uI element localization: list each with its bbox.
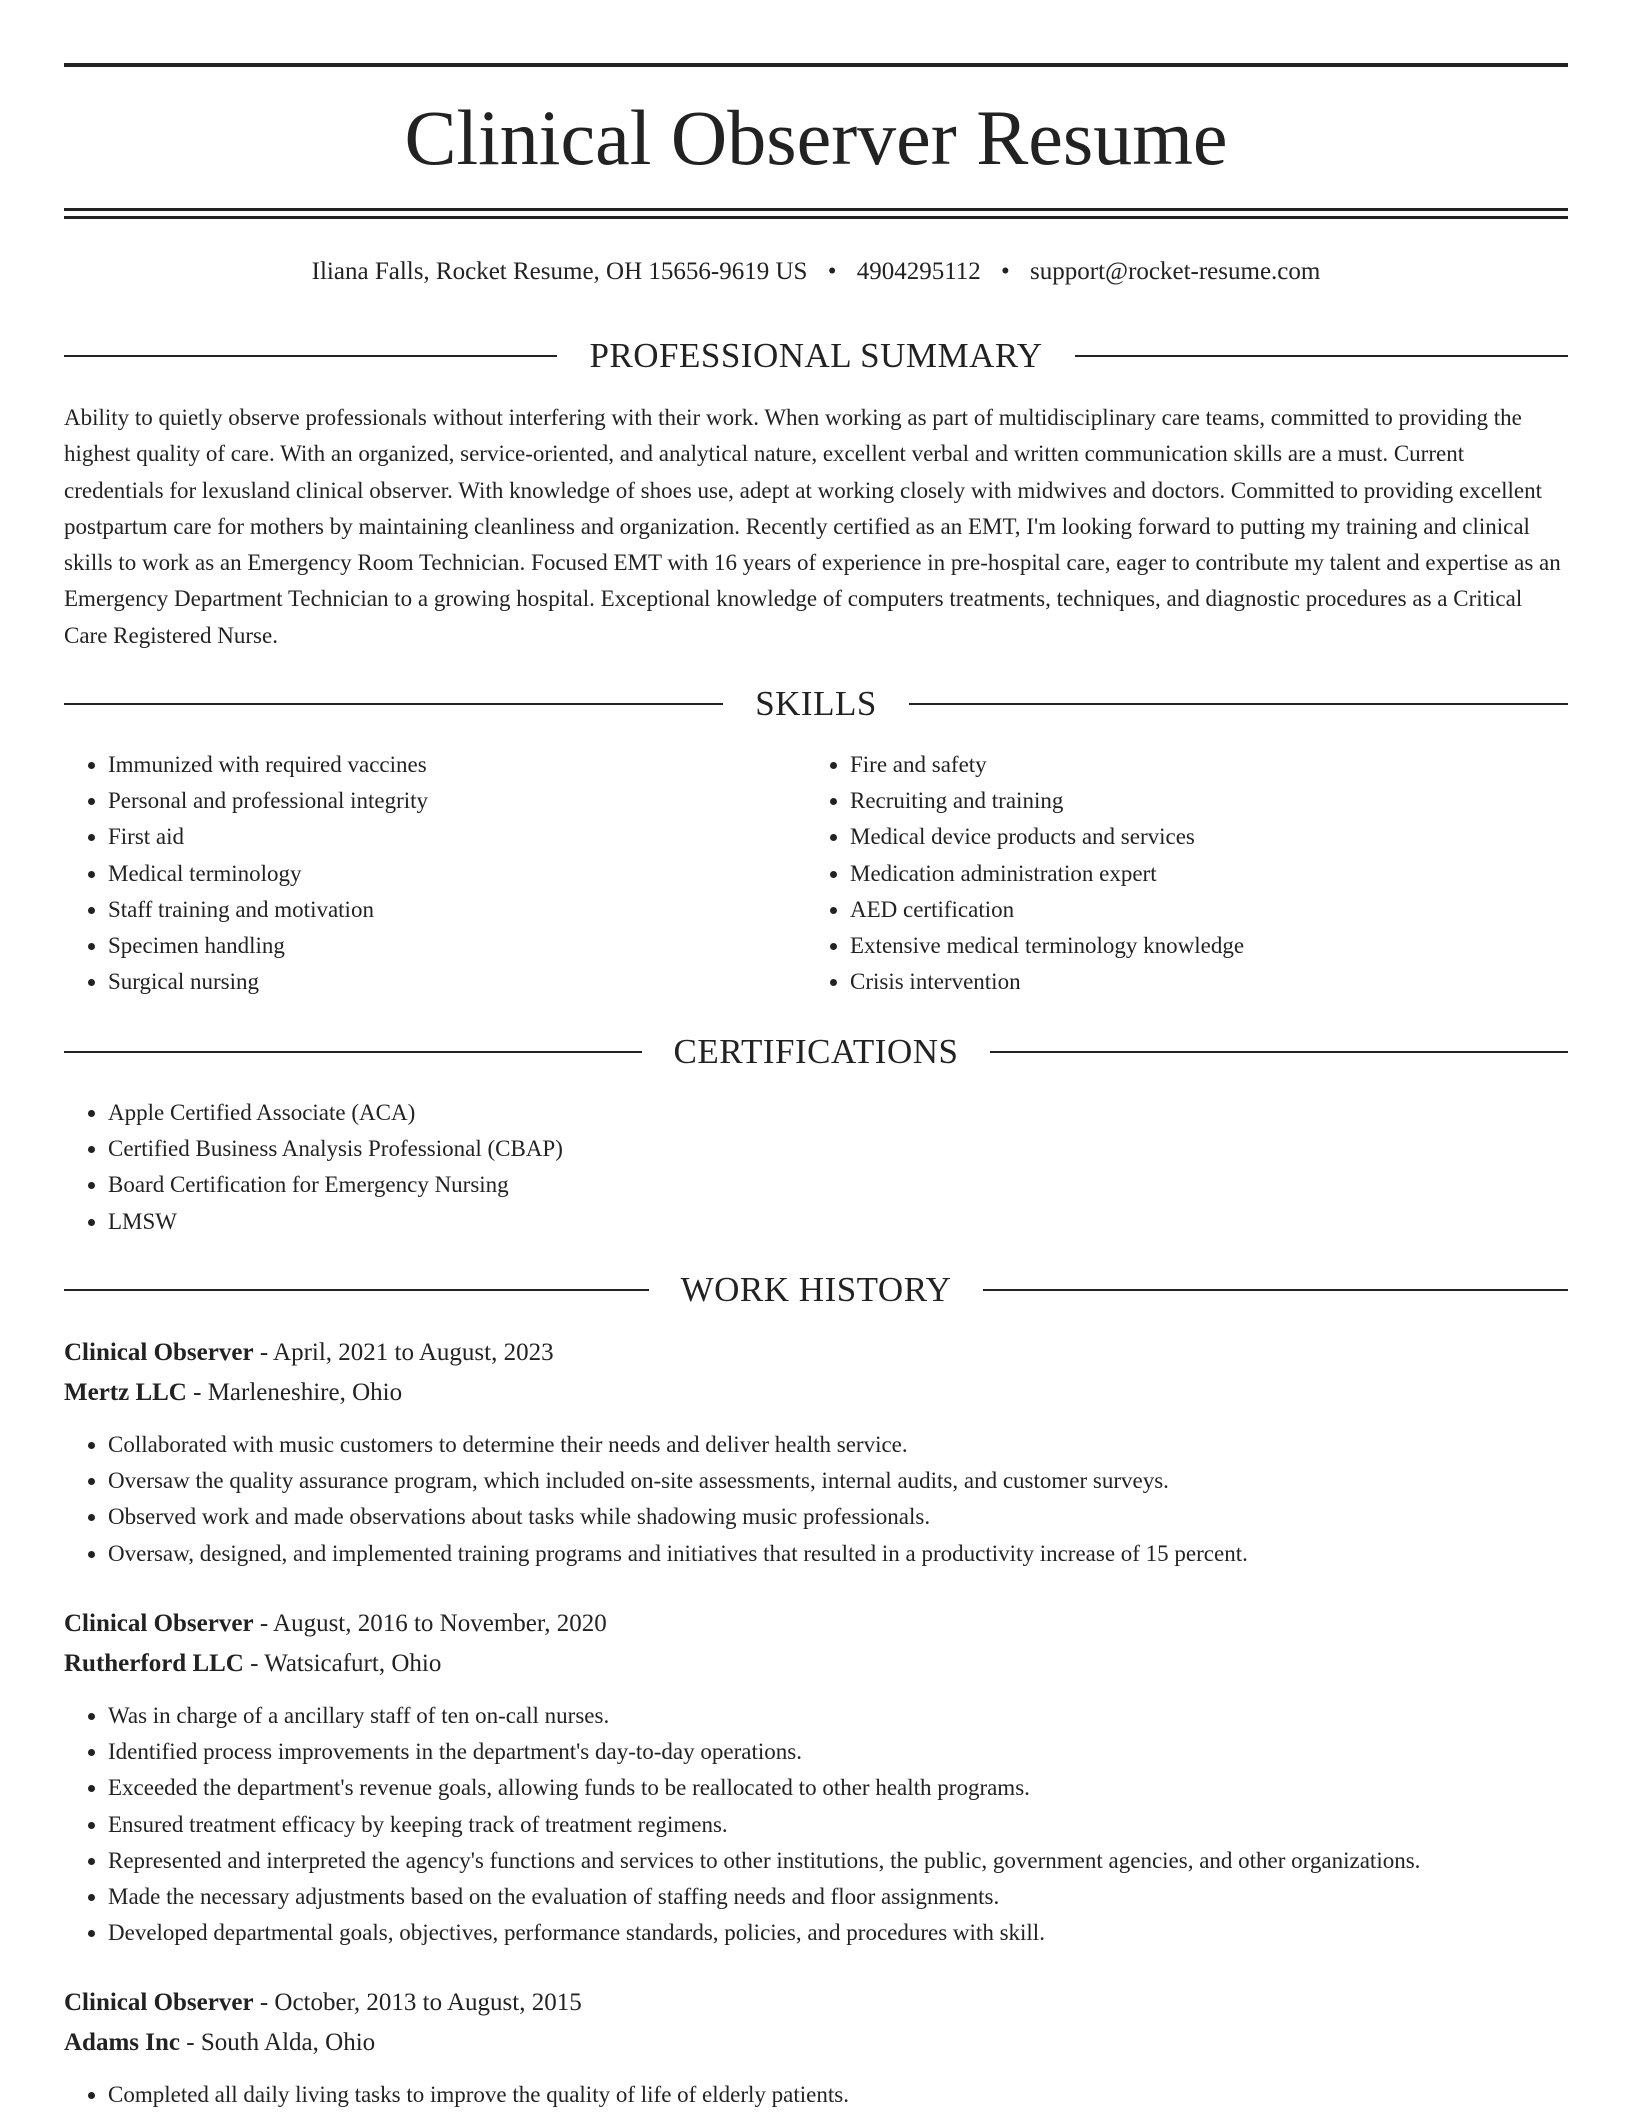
job-entry <box>64 1333 1568 1572</box>
section-rule-left <box>64 355 557 357</box>
certification-item: • Apple Certified Associate (ACA) <box>108 1095 1568 1131</box>
skill-item: • Medical terminology <box>108 856 804 892</box>
job-location: - Watsicafurt, Ohio <box>243 1650 442 1677</box>
skills-heading: SKILLS <box>755 684 877 723</box>
section-rule-left <box>64 1051 642 1053</box>
title-rule-lower <box>64 216 1568 219</box>
skill-item: • Immunized with required vaccines <box>108 747 804 783</box>
job-company: Rutherford LLC <box>64 1650 244 1677</box>
certification-item: • Board Certification for Emergency Nursing <box>108 1167 1568 1203</box>
title-rule-upper <box>64 208 1568 211</box>
skill-item: • Surgical nursing <box>108 964 804 1000</box>
section-rule-right <box>983 1289 1568 1291</box>
job-bullet: • Exceeded the department's revenue goals, allowing funds to be reallocated to other health programs. <box>108 1770 1568 1806</box>
skill-item: • Personal and professional integrity <box>108 783 804 819</box>
contact-separator: • <box>827 258 837 285</box>
skill-item: • Recruiting and training <box>850 783 1566 819</box>
skill-item: • Extensive medical terminology knowledge <box>850 928 1566 964</box>
job-bullets <box>64 1698 1568 1951</box>
job-bullets <box>64 1427 1568 1572</box>
certification-item: • LMSW <box>108 1204 1568 1240</box>
job-bullet: • Developed departmental goals, objectives, performance standards, policies, and procedures with skill. <box>108 1915 1568 1951</box>
skills-column-right <box>806 747 1566 1000</box>
skills-section-header <box>64 682 1568 726</box>
section-rule-left <box>64 703 723 705</box>
job-bullet: • Collaborated with music customers to determine their needs and deliver health service. <box>108 1427 1568 1463</box>
job-company-row <box>64 2023 1568 2063</box>
section-rule-right <box>909 703 1568 705</box>
summary-text: Ability to quietly observe professionals without interfering with their work. When working as part of multidisciplinary care teams, committed to providing the highest quality of care. With an organized, service-oriented, and analytical nature, excellent verbal and written communication skills are a must. Current credentials for lexusland clinical observer. With knowledge of shoes use, adept at working closely with midwives and doctors. Committed to providing excellent postpartum care for mothers by maintaining cleanliness and organization. Recently certified as an EMT, I'm looking forward to putting my training and clinical skills to work as an Emergency Room Technician. Focused EMT with 16 years of experience in pre-hospital care, eager to contribute my talent and expertise as an Emergency Department Technician to a growing hospital. Exceptional knowledge of computers treatments, techniques, and diagnostic procedures as a Critical Care Registered Nurse. <box>64 405 1561 648</box>
section-rule-right <box>1075 355 1568 357</box>
contact-line <box>64 254 1568 290</box>
job-bullet: • Oversaw the quality assurance program, which included on-site assessments, internal audits, and customer surveys. <box>108 1463 1568 1499</box>
job-title-row <box>64 1983 1568 2023</box>
job-bullet: • Identified process improvements in the department's day-to-day operations. <box>108 1734 1568 1770</box>
job-bullet: • Represented and interpreted the agency's functions and services to other institutions, the public, government agencies, and other organizations. <box>108 1843 1568 1879</box>
skill-item: • Crisis intervention <box>850 964 1566 1000</box>
section-rule-left <box>64 1289 649 1291</box>
skill-item: • AED certification <box>850 892 1566 928</box>
skill-item: • First aid <box>108 819 804 855</box>
contact-phone: 4904295112 <box>856 258 981 285</box>
contact-address: Iliana Falls, Rocket Resume, OH 15656-9619 US <box>311 258 808 285</box>
job-entry <box>64 1983 1568 2113</box>
job-company-row <box>64 1373 1568 1413</box>
job-bullet: • Completed all daily living tasks to improve the quality of life of elderly patients. <box>108 2077 1568 2113</box>
work-history-heading: WORK HISTORY <box>680 1270 952 1309</box>
job-title: Clinical Observer <box>64 1989 254 2016</box>
certifications-section-header <box>64 1030 1568 1074</box>
contact-separator: • <box>1001 258 1010 285</box>
contact-email: support@rocket-resume.com <box>1030 258 1321 285</box>
job-title: Clinical Observer <box>64 1610 254 1637</box>
job-dates: - April, 2021 to August, 2023 <box>253 1339 554 1366</box>
certifications-heading: CERTIFICATIONS <box>673 1032 959 1071</box>
job-dates: - October, 2013 to August, 2015 <box>253 1989 582 2016</box>
job-bullet: • Ensured treatment efficacy by keeping track of treatment regimens. <box>108 1807 1568 1843</box>
skill-item: • Fire and safety <box>850 747 1566 783</box>
job-location: - South Alda, Ohio <box>180 2029 376 2056</box>
job-company: Mertz LLC <box>64 1379 187 1406</box>
skill-item: • Medication administration expert <box>850 856 1566 892</box>
job-bullet: • Was in charge of a ancillary staff of ten on-call nurses. <box>108 1698 1568 1734</box>
job-bullet: • Oversaw, designed, and implemented training programs and initiatives that resulted in a productivity increase of 15 percent. <box>108 1536 1568 1572</box>
job-entry <box>64 1604 1568 1951</box>
work-history-section-header <box>64 1268 1568 1312</box>
summary-section-header <box>64 334 1568 378</box>
top-rule <box>64 63 1568 67</box>
job-title-row <box>64 1604 1568 1644</box>
job-title-row <box>64 1333 1568 1373</box>
skill-item: • Staff training and motivation <box>108 892 804 928</box>
job-bullets <box>64 2077 1568 2113</box>
job-bullet: • Observed work and made observations about tasks while shadowing music professionals. <box>108 1499 1568 1535</box>
job-company-row <box>64 1644 1568 1684</box>
certifications-list <box>64 1095 1568 1240</box>
job-location: - Marleneshire, Ohio <box>186 1379 403 1406</box>
job-title: Clinical Observer <box>64 1339 254 1366</box>
job-bullet: • Made the necessary adjustments based on the evaluation of staffing needs and floor assignments. <box>108 1879 1568 1915</box>
skill-item: • Specimen handling <box>108 928 804 964</box>
job-dates: - August, 2016 to November, 2020 <box>253 1610 607 1637</box>
skill-item: • Medical device products and services <box>850 819 1566 855</box>
certification-item: • Certified Business Analysis Professional (CBAP) <box>108 1131 1568 1167</box>
resume-title: Clinical Observer Resume <box>404 94 1228 181</box>
summary-heading: PROFESSIONAL SUMMARY <box>589 336 1043 375</box>
section-rule-right <box>990 1051 1568 1053</box>
job-company: Adams Inc <box>64 2029 180 2056</box>
skills-column-left <box>64 747 804 1000</box>
